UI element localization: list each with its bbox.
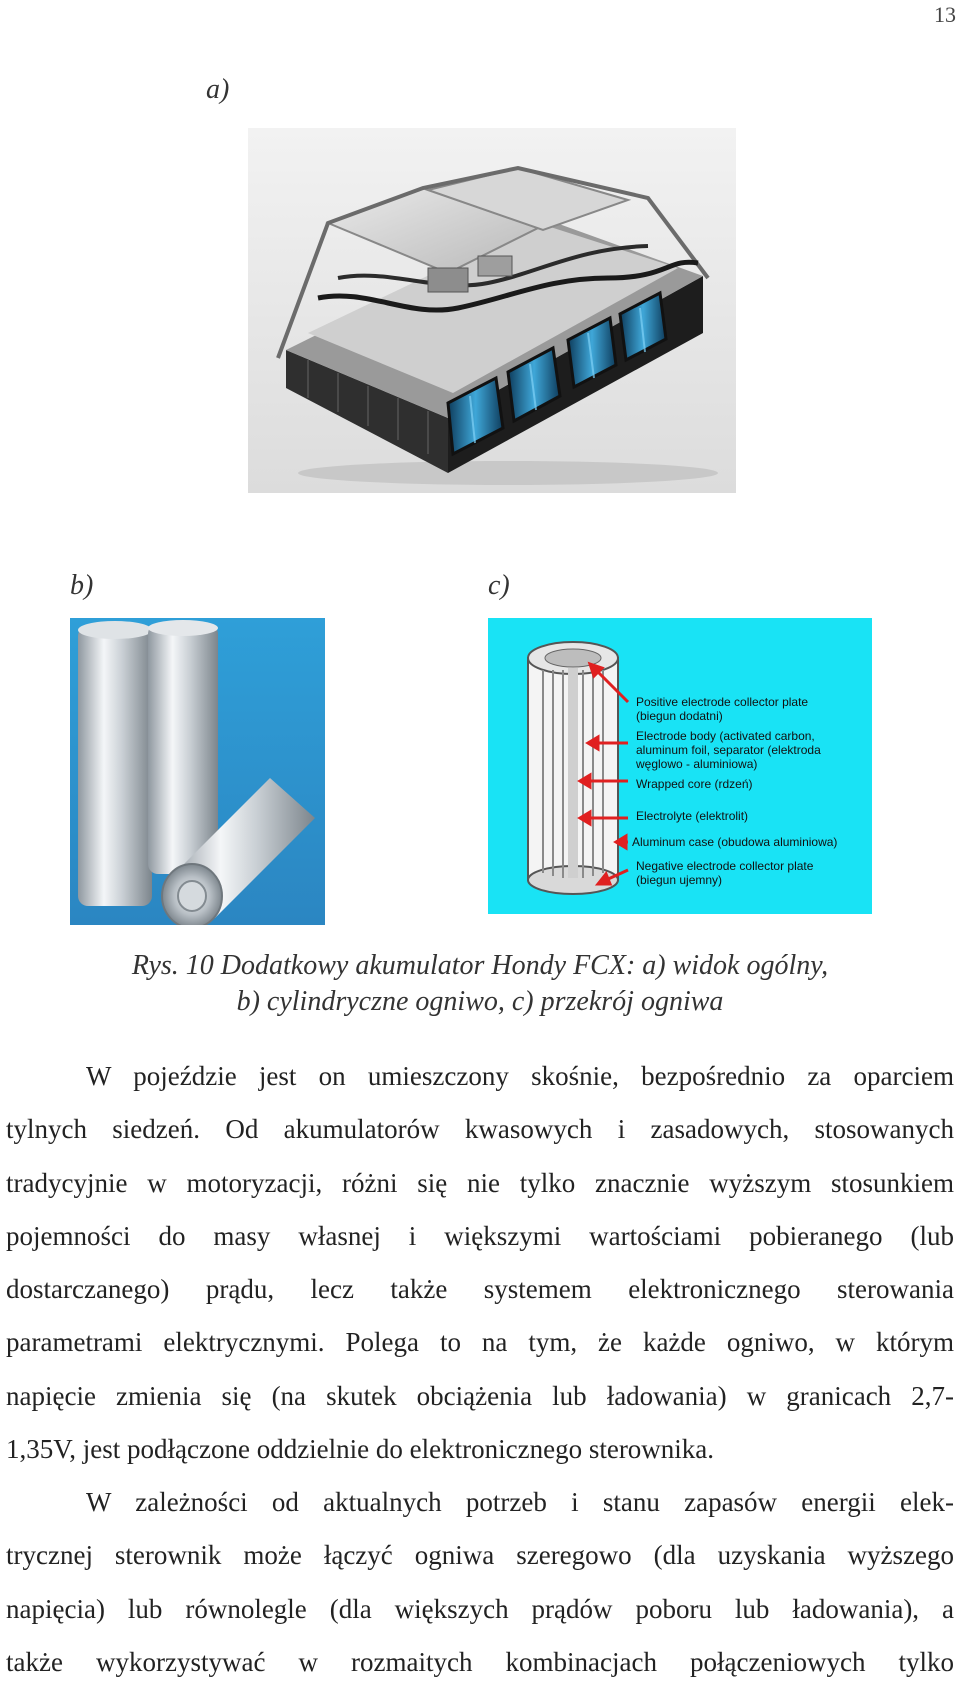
paragraph-line: napięcie zmienia się (na skutek obciążenia lub ładowania) w granicach 2,7-: [6, 1380, 954, 1411]
paragraph-line: pojemności do masy własnej i większymi wartościami pobieranego (lub: [6, 1220, 954, 1251]
diagram-label-5: węglowo - aluminiowa): [636, 757, 758, 771]
diagram-label-2: (biegun dodatni): [636, 709, 723, 723]
body-paragraph-2: [6, 1476, 954, 1689]
diagram-label-10: (biegun ujemny): [636, 873, 723, 887]
diagram-label-1: Positive electrode collector plate: [636, 695, 809, 709]
paragraph-line: parametrami elektrycznymi. Polega to na tym, że każde ogniwo, w którym: [6, 1327, 954, 1358]
diagram-label-4: aluminum foil, separator (elektroda: [636, 743, 821, 757]
figure-label-b: b): [70, 570, 94, 601]
paragraph-line: W pojeździe jest on umieszczony skośnie, bezpośrednio za oparciem: [86, 1061, 954, 1091]
diagram-label-9: Negative electrode collector plate: [636, 859, 814, 873]
caption-line-2: b) cylindryczne ogniwo, c) przekrój ogniwa: [236, 986, 724, 1017]
page-number: 13: [934, 2, 956, 27]
paragraph-line: także wykorzystywać w rozmaitych kombinacjach połączeniowych tylko: [6, 1646, 954, 1677]
paragraph-line: tradycyjnie w motoryzacji, różni się nie tylko znacznie wyższym stosunkiem: [6, 1167, 954, 1198]
battery-pack-photo: [248, 128, 736, 493]
paragraph-line: trycznej sterownik może łączyć ogniwa szeregowo (dla uzyskania wyższego: [6, 1540, 954, 1571]
diagram-label-6: Wrapped core (rdzeń): [636, 777, 753, 791]
diagram-label-3: Electrode body (activated carbon,: [636, 729, 815, 743]
figure-label-c: c): [488, 570, 510, 601]
figure-label-a: a): [206, 74, 230, 105]
caption-line-1: Rys. 10 Dodatkowy akumulator Hondy FCX: a) widok ogólny,: [131, 950, 829, 981]
paragraph-line: 1,35V, jest podłączone oddzielnie do elektronicznego sterownika.: [6, 1434, 715, 1465]
body-paragraph-1: [6, 1050, 954, 1476]
cell-cross-section-diagram: [488, 618, 872, 914]
figure-caption: [0, 948, 960, 1020]
paragraph-line: W zależności od aktualnych potrzeb i stanu zapasów energii elek-: [86, 1487, 954, 1517]
paragraph-line: dostarczanego) prądu, lecz także systemem elektronicznego sterowania: [6, 1274, 954, 1305]
paragraph-line: napięcia) lub równolegle (dla większych prądów poboru lub ładowania), a: [6, 1593, 954, 1624]
cylindrical-cell-photo: [70, 618, 325, 925]
paragraph-line: tylnych siedzeń. Od akumulatorów kwasowych i zasadowych, stosowanych: [6, 1114, 954, 1145]
diagram-label-8: Aluminum case (obudowa aluminiowa): [632, 835, 838, 849]
diagram-label-7: Electrolyte (elektrolit): [636, 809, 749, 823]
